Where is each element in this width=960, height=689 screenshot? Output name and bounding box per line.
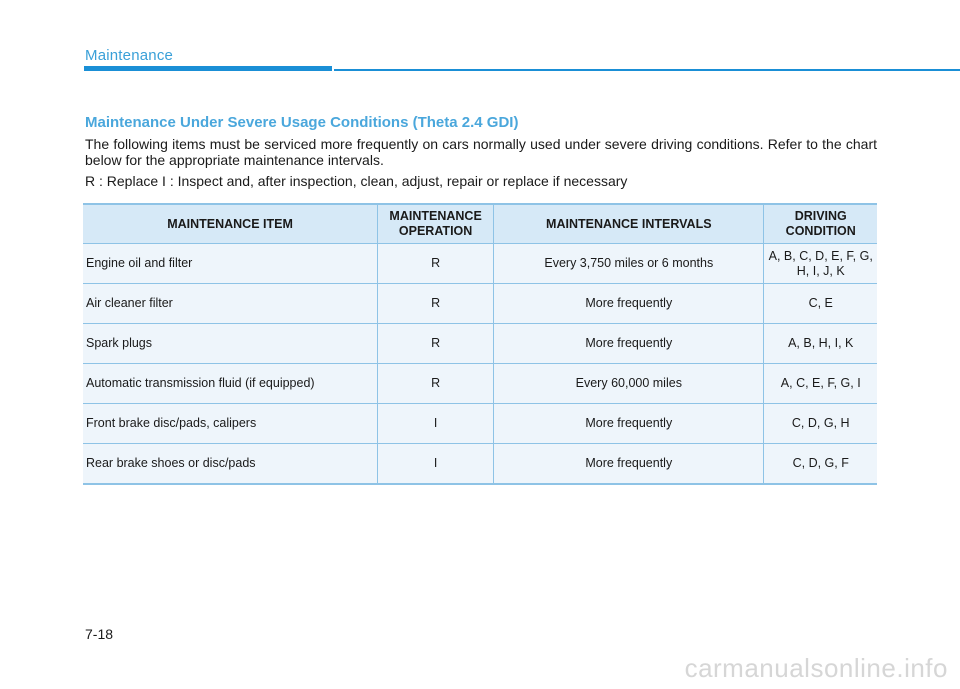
maintenance-table [83, 203, 877, 485]
cell-operation: R [378, 324, 494, 364]
header-rule-thick [84, 66, 332, 71]
cell-condition: C, D, G, F [764, 444, 877, 485]
section-label: Maintenance [85, 47, 174, 64]
page-title: Maintenance Under Severe Usage Conditions (Theta 2.4 GDI) [85, 114, 519, 131]
cell-operation: R [378, 284, 494, 324]
header-driving-condition: DRIVING CONDITION [764, 204, 877, 244]
cell-interval: Every 60,000 miles [494, 364, 764, 404]
table-row [83, 444, 877, 485]
header-maintenance-intervals: MAINTENANCE INTERVALS [494, 204, 764, 244]
cell-interval: More frequently [494, 404, 764, 444]
header-maintenance-operation: MAINTENANCE OPERATION [378, 204, 494, 244]
table-header-row [83, 204, 877, 244]
table-row [83, 324, 877, 364]
header-rule-thin [334, 69, 960, 71]
cell-operation: R [378, 364, 494, 404]
cell-interval: Every 3,750 miles or 6 months [494, 244, 764, 284]
cell-interval: More frequently [494, 444, 764, 485]
table-row [83, 364, 877, 404]
cell-condition: A, C, E, F, G, I [764, 364, 877, 404]
cell-condition: A, B, C, D, E, F, G, H, I, J, K [764, 244, 877, 284]
cell-condition: C, D, G, H [764, 404, 877, 444]
cell-item: Rear brake shoes or disc/pads [83, 444, 378, 485]
cell-operation: I [378, 404, 494, 444]
cell-operation: R [378, 244, 494, 284]
page-number: 7-18 [85, 626, 114, 642]
cell-item: Engine oil and filter [83, 244, 378, 284]
cell-item: Spark plugs [83, 324, 378, 364]
intro-paragraph: The following items must be serviced more frequently on cars normally used under severe driving conditions. Refer to the chart below for the appropriate maintenance intervals. [85, 136, 877, 168]
cell-item: Front brake disc/pads, calipers [83, 404, 378, 444]
header-maintenance-item: MAINTENANCE ITEM [83, 204, 378, 244]
cell-item: Air cleaner filter [83, 284, 378, 324]
table-row [83, 244, 877, 284]
cell-operation: I [378, 444, 494, 485]
watermark-link[interactable]: carmanualsonline.info [684, 653, 948, 683]
table-row [83, 284, 877, 324]
cell-condition: C, E [764, 284, 877, 324]
cell-interval: More frequently [494, 284, 764, 324]
cell-condition: A, B, H, I, K [764, 324, 877, 364]
cell-item: Automatic transmission fluid (if equipped) [83, 364, 378, 404]
legend-text: R : Replace I : Inspect and, after inspection, clean, adjust, repair or replace if necessary [85, 173, 628, 189]
cell-interval: More frequently [494, 324, 764, 364]
table-row [83, 404, 877, 444]
